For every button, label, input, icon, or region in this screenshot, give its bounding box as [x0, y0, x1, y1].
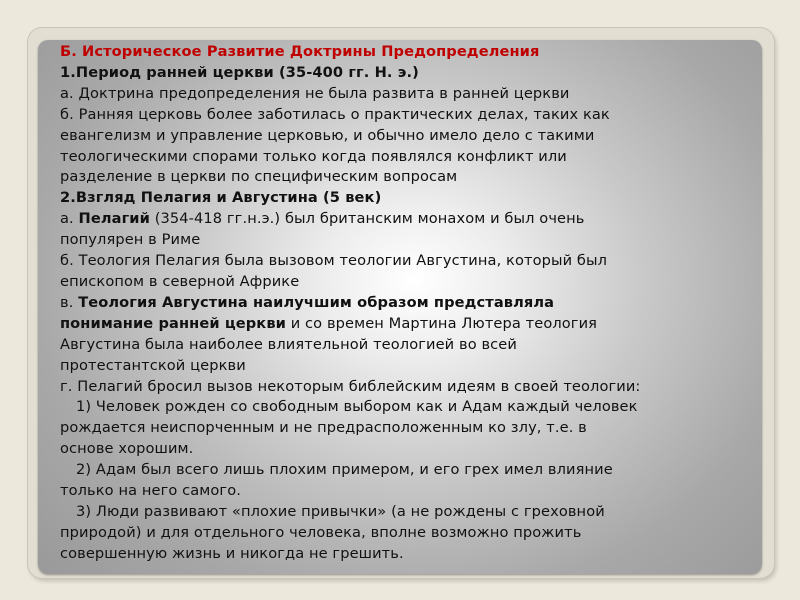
text-line: разделение в церкви по специфическим вопросам: [60, 168, 458, 186]
text-line: 3) Люди развивают «плохие привычки» (а не рождены с греховной: [76, 502, 605, 520]
text-line: основе хорошим.: [60, 440, 194, 458]
text-run: и со времен Мартина Лютера теология: [285, 314, 598, 332]
text-line: совершенную жизнь и никогда не грешить.: [60, 544, 404, 562]
text-line: популярен в Риме: [60, 231, 201, 249]
section-1-title: 1.Период ранней церкви (35-400 гг. Н. э.): [60, 63, 419, 81]
text-line: 1) Человек рожден со свободным выбором как и Адам каждый человек: [76, 398, 638, 416]
text-run: (354-418 гг.н.э.) был британским монахом и был очень: [149, 210, 585, 228]
slide-heading: Б. Историческое Развитие Доктрины Предопределения: [60, 43, 540, 60]
text-line: г. Пелагий бросил вызов некоторым библейским идеям в своей теологии:: [60, 377, 641, 395]
text-line: [60, 209, 750, 230]
section-2-title: 2.Взгляд Пелагия и Августина (5 век): [60, 189, 382, 207]
bold-run: Теология Августина наилучшим образом представляла: [78, 293, 555, 311]
text-line: Августина была наиболее влиятельной теологией во всей: [60, 335, 517, 353]
text-line: природой) и для отдельного человека, вполне возможно прожить: [60, 523, 582, 541]
text-run: а.: [60, 210, 79, 228]
text-line: б. Теология Пелагия была вызовом теологии Августина, который был: [60, 252, 608, 270]
bold-run: понимание ранней церкви: [60, 314, 286, 332]
text-run: в.: [60, 293, 79, 311]
text-line: рождается неиспорченным и не предрасположенным ко злу, т.е. в: [60, 419, 587, 437]
text-line: теологическими спорами только когда появлялся конфликт или: [60, 147, 567, 165]
text-line: [60, 314, 750, 335]
text-line: только на него самого.: [60, 482, 241, 500]
text-line: б. Ранняя церковь более заботилась о практических делах, таких как: [60, 105, 610, 123]
text-line: евангелизм и управление церковью, и обычно имело дело с такими: [60, 126, 595, 144]
text-line: 2) Адам был всего лишь плохим примером, и его грех имел влияние: [76, 461, 613, 479]
text-line: протестантской церкви: [60, 356, 246, 374]
text-line: [60, 293, 750, 314]
slide-content: [60, 42, 750, 565]
slide-panel: [38, 40, 762, 574]
text-line: епископом в северной Африке: [60, 272, 300, 290]
bold-run: Пелагий: [78, 210, 150, 228]
text-line: а. Доктрина предопределения не была развита в ранней церкви: [60, 84, 570, 102]
